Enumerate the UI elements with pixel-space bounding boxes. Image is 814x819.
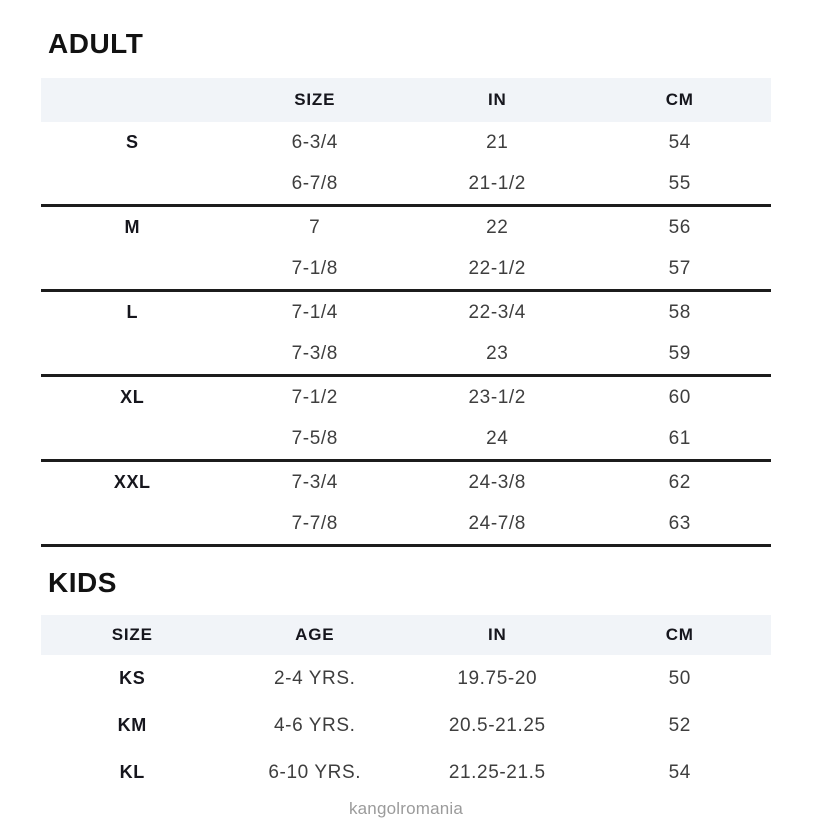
- kids-size-label: KM: [117, 715, 147, 735]
- cell-inches: 19.75-20: [457, 667, 538, 689]
- table-row: [41, 333, 771, 374]
- adult-header-size: SIZE: [294, 90, 336, 109]
- adult-size-group-l: [41, 292, 771, 377]
- cell-centimeters: 57: [668, 257, 691, 279]
- cell-inches: 23: [486, 342, 509, 364]
- adult-size-group-xl: [41, 377, 771, 462]
- cell-centimeters: 54: [668, 131, 691, 153]
- adult-size-table: [41, 78, 771, 547]
- table-row: [41, 122, 771, 163]
- size-group-label: XXL: [113, 472, 151, 492]
- kids-size-table: [41, 615, 771, 796]
- cell-age: 4-6 YRS.: [273, 714, 356, 736]
- kids-table-header-row: [41, 615, 771, 655]
- kids-header-age: AGE: [295, 625, 335, 644]
- table-row: [41, 207, 771, 248]
- cell-centimeters: 50: [668, 667, 691, 689]
- kids-header-cm: CM: [665, 625, 694, 644]
- kids-header-in: IN: [487, 625, 507, 644]
- watermark-text: kangolromania: [348, 799, 464, 818]
- table-row: [41, 503, 771, 544]
- table-row: [41, 292, 771, 333]
- size-group-label-empty: [41, 503, 224, 544]
- cell-inches: 20.5-21.25: [448, 714, 546, 736]
- cell-inches: 21-1/2: [468, 172, 526, 194]
- cell-hat-size: 6-7/8: [291, 172, 338, 194]
- size-group-label: L: [126, 302, 139, 322]
- table-row: [41, 655, 771, 702]
- adult-size-group-m: [41, 207, 771, 292]
- size-group-label-empty: [41, 333, 224, 374]
- cell-hat-size: 7-1/4: [291, 301, 338, 323]
- kids-size-label: KL: [119, 762, 145, 782]
- cell-centimeters: 56: [668, 216, 691, 238]
- kids-size-label: KS: [119, 668, 146, 688]
- cell-inches: 21: [486, 131, 509, 153]
- cell-inches: 22-1/2: [468, 257, 526, 279]
- size-group-label: S: [125, 132, 139, 152]
- cell-age: 2-4 YRS.: [273, 667, 356, 689]
- adult-size-group-s: [41, 122, 771, 207]
- cell-hat-size: 7-3/8: [291, 342, 338, 364]
- cell-inches: 24-7/8: [468, 512, 526, 534]
- kids-header-size: SIZE: [111, 625, 153, 644]
- cell-hat-size: 7-1/8: [291, 257, 338, 279]
- cell-inches: 21.25-21.5: [448, 761, 546, 783]
- table-row: [41, 377, 771, 418]
- cell-centimeters: 59: [668, 342, 691, 364]
- cell-centimeters: 61: [668, 427, 691, 449]
- adult-header-empty: [41, 78, 224, 122]
- adult-size-group-xxl: [41, 462, 771, 547]
- cell-hat-size: 7-7/8: [291, 512, 338, 534]
- size-group-label: XL: [120, 387, 145, 407]
- cell-hat-size: 7-1/2: [291, 386, 338, 408]
- cell-inches: 22: [486, 216, 509, 238]
- cell-centimeters: 62: [668, 471, 691, 493]
- table-row: [41, 418, 771, 459]
- table-row: [41, 702, 771, 749]
- table-row: [41, 163, 771, 204]
- adult-header-cm: CM: [665, 90, 694, 109]
- cell-hat-size: 7-5/8: [291, 427, 338, 449]
- table-row: [41, 749, 771, 796]
- cell-centimeters: 55: [668, 172, 691, 194]
- adult-section-title: ADULT: [48, 28, 144, 59]
- size-group-label: M: [124, 217, 141, 237]
- cell-centimeters: 58: [668, 301, 691, 323]
- cell-inches: 24: [486, 427, 509, 449]
- cell-inches: 22-3/4: [468, 301, 526, 323]
- cell-inches: 23-1/2: [468, 386, 526, 408]
- cell-hat-size: 7-3/4: [291, 471, 338, 493]
- adult-header-in: IN: [487, 90, 507, 109]
- size-group-label-empty: [41, 163, 224, 204]
- table-row: [41, 248, 771, 289]
- cell-hat-size: 6-3/4: [291, 131, 338, 153]
- kids-section-title: KIDS: [48, 567, 117, 598]
- size-group-label-empty: [41, 248, 224, 289]
- cell-inches: 24-3/8: [468, 471, 526, 493]
- cell-hat-size: 7: [309, 216, 321, 238]
- cell-centimeters: 52: [668, 714, 691, 736]
- table-row: [41, 462, 771, 503]
- cell-centimeters: 63: [668, 512, 691, 534]
- size-group-label-empty: [41, 418, 224, 459]
- cell-age: 6-10 YRS.: [268, 761, 362, 783]
- kids-section: [41, 569, 771, 796]
- cell-centimeters: 60: [668, 386, 691, 408]
- adult-table-header-row: [41, 78, 771, 122]
- cell-centimeters: 54: [668, 761, 691, 783]
